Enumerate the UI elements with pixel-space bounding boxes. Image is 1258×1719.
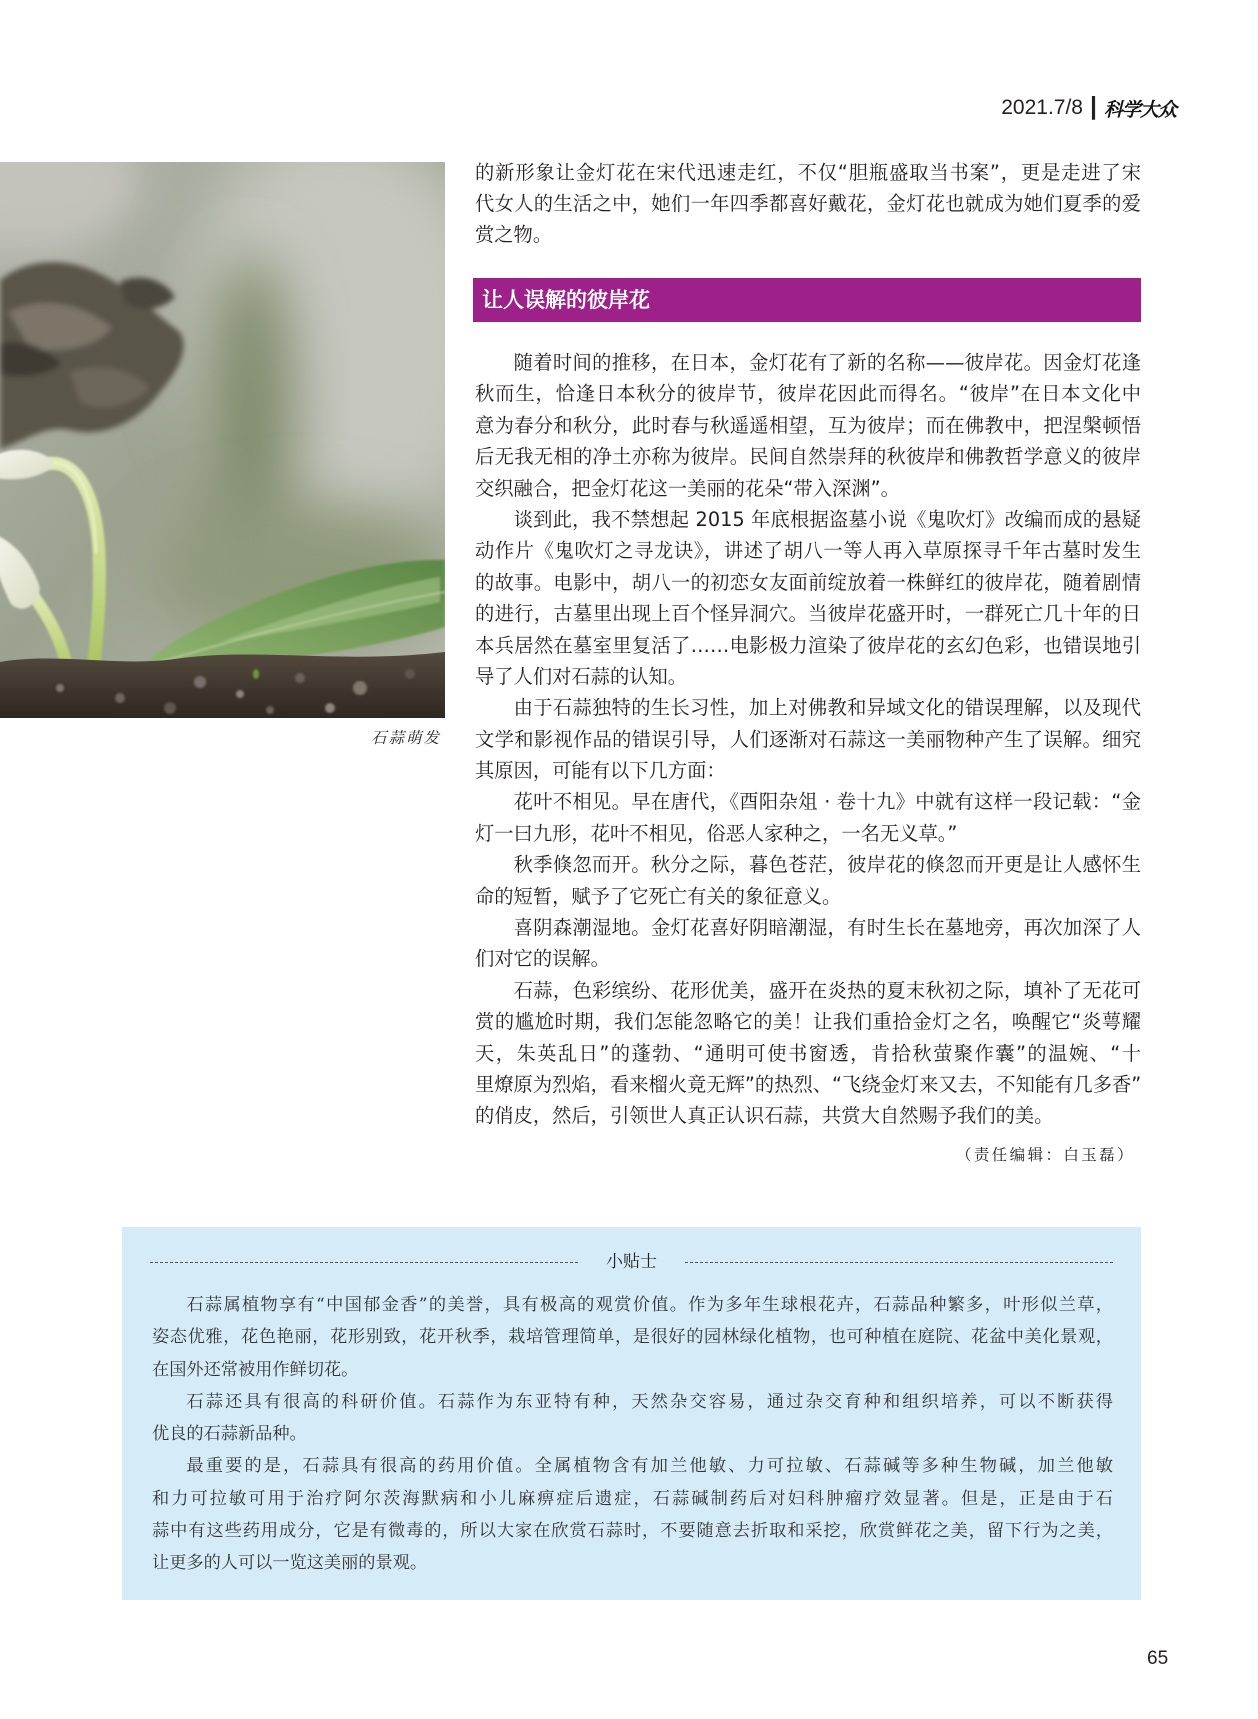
page-header [1001,93,1176,123]
paragraph [475,849,1141,912]
text-line: 动作片《鬼吹灯之寻龙诀》，讲述了胡八一等人再入草原探寻千年古墓时发生 [475,539,1141,563]
text-line: 里燎原为烈焰，看来榴火竟无辉”的热烈、“飞绕金灯来又去，不知能有几多香” [475,1072,1141,1096]
dashed-divider [685,1262,1113,1263]
text-line: 导了人们对石蒜的认知。 [475,664,688,688]
text-line: 谈到此，我不禁想起 2015 年底根据盗墓小说《鬼吹灯》改编而成的悬疑 [513,507,1141,531]
text-line: 由于石蒜独特的生长习性，加上对佛教和异域文化的错误理解，以及现代 [513,696,1141,720]
text-line: 的俏皮，然后，引领世人真正认识石蒜，共赏大自然赐予我们的美。 [475,1104,1054,1128]
paragraph [475,347,1141,504]
text-line: 随着时间的推移，在日本，金灯花有了新的名称——彼岸花。因金灯花逢 [513,351,1141,374]
text-line: 优良的石蒜新品种。 [152,1424,307,1445]
text-line: 姿态优雅，花色艳丽，花形别致，花开秋季，栽培管理简单，是很好的园林绿化植物，也可种植在庭院、花盆中美化景观， [152,1327,1113,1348]
text-line: 的新形象让金灯花在宋代迅速走红，不仅“胆瓶盛取当书案”，更是走进了宋 [475,161,1141,184]
page-number: 65 [1147,1648,1169,1669]
text-line: 蒜中有这些药用成分，它是有微毒的，所以大家在欣赏石蒜时，不要随意去折取和采挖，欣赏鲜花之美，留下行为之美， [152,1521,1113,1542]
text-line: 意为春分和秋分，此时春与秋遥遥相望，互为彼岸；而在佛教中，把涅槃顿悟 [475,413,1141,437]
header-separator: | [1089,92,1097,120]
paragraph [475,786,1141,849]
tips-box [122,1227,1141,1600]
tips-header [150,1251,1113,1273]
text-line: 的故事。电影中，胡八一的初恋女友面前绽放着一株鲜红的彼岸花，随着剧情 [475,570,1141,594]
intro-paragraph [475,157,1141,250]
text-line: 们对它的误解。 [475,947,610,971]
text-line: 石蒜，色彩缤纷、花形优美，盛开在炎热的夏末秋初之际，填补了无花可 [513,978,1141,1002]
text-line: 石蒜属植物享有“中国郁金香”的美誉，具有极高的观赏价值。作为多年生球根花卉，石蒜品种繁多，叶形似兰草， [186,1295,1113,1315]
paragraph [475,975,1141,1132]
text-line: 最重要的是，石蒜具有很高的药用价值。全属植物含有加兰他敏、力可拉敏、石蒜碱等多种生物碱，加兰他敏 [186,1456,1113,1477]
text-line: 本兵居然在墓室里复活了……电影极力渲染了彼岸花的玄幻色彩，也错误地引 [475,633,1141,657]
text-line: 让更多的人可以一览这美丽的景观。 [152,1553,428,1574]
text-line: 花叶不相见。早在唐代，《酉阳杂俎 · 卷十九》中就有这样一段记载：“金 [513,790,1141,814]
dashed-divider [150,1262,578,1263]
paragraph [152,1289,1113,1386]
photo-image [0,162,445,718]
tips-title: 小贴士 [606,1252,657,1272]
tips-body [152,1289,1113,1580]
text-line: 赏的尴尬时期，我们怎能忽略它的美！让我们重拾金灯之名，唤醒它“炎萼耀 [475,1010,1141,1034]
text-line: 的进行，古墓里出现上百个怪异洞穴。当彼岸花盛开时，一群死亡几十年的日 [475,602,1141,626]
text-line: 秋季倏忽而开。秋分之际，暮色苍茫，彼岸花的倏忽而开更是让人感怀生 [513,853,1141,877]
text-line: 赏之物。 [475,223,553,246]
text-line: 命的短暂，赋予了它死亡有关的象征意义。 [475,884,842,908]
text-line: 其原因，可能有以下几方面： [475,759,726,783]
paragraph [475,692,1141,786]
article-body [475,347,1141,1132]
text-line: 在国外还常被用作鲜切花。 [152,1359,359,1380]
text-line: 和力可拉敏可用于治疗阿尔茨海默病和小儿麻痹症后遗症，石蒜碱制药后对妇科肿瘤疗效显著。但是，正是由于石 [152,1488,1113,1509]
issue-date: 2021.7/8 [1001,96,1083,119]
text-line: 天，朱英乱日”的蓬勃、“通明可使书窗透，肯拾秋萤聚作囊”的温婉、“十 [475,1041,1141,1065]
text-line: 代女人的生活之中，她们一年四季都喜好戴花，金灯花也就成为她们夏季的爱 [475,192,1141,215]
text-line: 石蒜还具有很高的科研价值。石蒜作为东亚特有种，天然杂交容易，通过杂交育种和组织培养，可以不断获得 [186,1391,1113,1412]
text-line: 灯一曰九形，花叶不相见，俗恶人家种之，一名无义草。” [475,821,958,845]
text-line: 文学和影视作品的错误引导，人们逐渐对石蒜这一美丽物种产生了误解。细究 [475,727,1141,751]
editor-note: （责任编辑：白玉磊） [955,1146,1135,1164]
text-line: 交织融合，把金灯花这一美丽的花朵“带入深渊”。 [475,476,900,500]
paragraph [152,1386,1113,1451]
text-line: 喜阴森潮湿地。金灯花喜好阴暗潮湿，有时生长在墓地旁，再次加深了人 [513,916,1141,940]
paragraph [475,912,1141,975]
section-heading: 让人误解的彼岸花 [473,278,1141,322]
paragraph [475,504,1141,692]
lycoris-sprout-photo [0,162,445,718]
text-line: 后无我无相的净土亦称为彼岸。民间自然崇拜的秋彼岸和佛教哲学意义的彼岸 [475,445,1141,469]
text-line: 秋而生，恰逢日本秋分的彼岸节，彼岸花因此而得名。“彼岸”在日本文化中 [475,382,1141,406]
magazine-logo: 科学大众 [1103,98,1176,121]
photo-caption: 石蒜萌发 [371,729,442,747]
paragraph [152,1450,1113,1579]
